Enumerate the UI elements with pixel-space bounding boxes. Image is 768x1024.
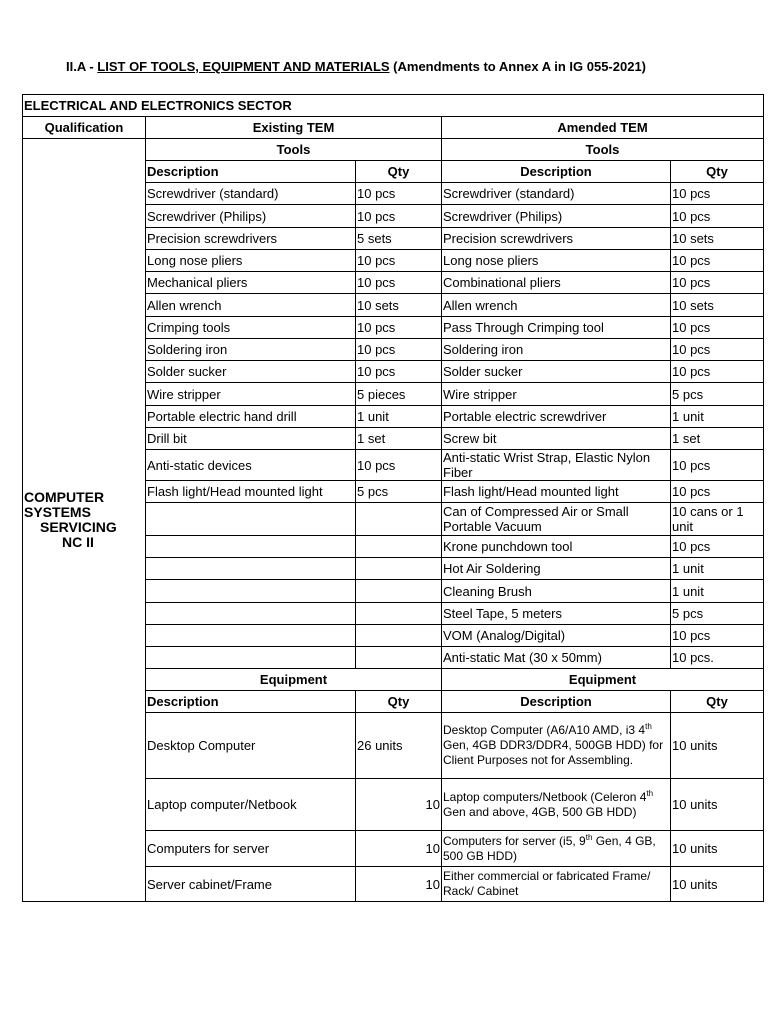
amended-equipment-description	[442, 779, 671, 831]
amended-equipment-description-text: Either commercial or fabricated Frame/ Rack/ Cabinet	[443, 869, 651, 898]
amended-equipment-qty: 10 units	[671, 831, 764, 867]
amended-tool-qty: 5 pcs	[671, 603, 764, 625]
amended-tool-qty: 1 unit	[671, 406, 764, 428]
existing-tool-description: Long nose pliers	[146, 250, 356, 272]
existing-tool-description	[146, 603, 356, 625]
amended-tool-description: Screwdriver (Philips)	[442, 205, 671, 228]
sector-title: ELECTRICAL AND ELECTRONICS SECTOR	[23, 95, 764, 117]
amended-qty-header: Qty	[671, 691, 764, 713]
amended-equipment-description-text: Computers for server (i5, 9	[443, 833, 586, 848]
amended-tool-qty: 1 set	[671, 428, 764, 450]
amended-equipment-description	[442, 713, 671, 779]
existing-equipment-qty: 26 units	[356, 713, 442, 779]
existing-tool-description	[146, 580, 356, 603]
existing-tool-description: Portable electric hand drill	[146, 406, 356, 428]
tools-section-row	[23, 139, 764, 161]
existing-equipment-qty: 10	[356, 831, 442, 867]
amended-tool-qty: 10 pcs	[671, 450, 764, 481]
existing-qty-header: Qty	[356, 161, 442, 183]
existing-tool-qty	[356, 558, 442, 580]
existing-tool-qty: 1 unit	[356, 406, 442, 428]
amended-tool-description: Cleaning Brush	[442, 580, 671, 603]
amended-equipment-qty: 10 units	[671, 867, 764, 902]
existing-tool-description	[146, 647, 356, 669]
existing-tool-qty: 1 set	[356, 428, 442, 450]
existing-tool-qty: 5 pcs	[356, 481, 442, 503]
existing-tem-header: Existing TEM	[146, 117, 442, 139]
amended-tool-description: Long nose pliers	[442, 250, 671, 272]
amended-tool-qty: 10 pcs	[671, 205, 764, 228]
amended-tool-qty: 10 pcs	[671, 272, 764, 294]
amended-tool-description: Allen wrench	[442, 294, 671, 317]
amended-tem-header: Amended TEM	[442, 117, 764, 139]
existing-description-header: Description	[146, 691, 356, 713]
existing-tool-description: Drill bit	[146, 428, 356, 450]
amended-tool-qty: 10 pcs	[671, 481, 764, 503]
amended-tool-qty: 1 unit	[671, 580, 764, 603]
existing-tool-description: Solder sucker	[146, 361, 356, 383]
existing-tool-qty	[356, 536, 442, 558]
existing-tool-qty: 5 pieces	[356, 383, 442, 406]
existing-tool-description: Anti-static devices	[146, 450, 356, 481]
amended-equipment-header: Equipment	[442, 669, 764, 691]
amended-tool-description: Krone punchdown tool	[442, 536, 671, 558]
heading-prefix: II.A -	[66, 59, 98, 74]
amended-tool-qty: 10 pcs	[671, 625, 764, 647]
existing-tool-description: Wire stripper	[146, 383, 356, 406]
existing-equipment-description: Computers for server	[146, 831, 356, 867]
amended-equipment-description-rest: Gen, 4GB DDR3/DDR4, 500GB HDD) for Client Purposes not for Assembling.	[443, 738, 664, 767]
existing-tool-description	[146, 558, 356, 580]
existing-tool-qty: 10 pcs	[356, 250, 442, 272]
existing-tool-qty: 10 pcs	[356, 361, 442, 383]
amended-tool-qty: 10 pcs	[671, 361, 764, 383]
qualification-line-4: NC II	[62, 534, 94, 550]
amended-equipment-description-rest: Gen, 4 GB, 500 GB HDD)	[443, 833, 656, 863]
existing-tools-header: Tools	[146, 139, 442, 161]
existing-tool-qty	[356, 503, 442, 536]
existing-tool-qty: 10 pcs	[356, 339, 442, 361]
amended-tool-qty: 10 pcs.	[671, 647, 764, 669]
amended-tool-description: Wire stripper	[442, 383, 671, 406]
existing-tool-qty	[356, 580, 442, 603]
qualification-line-1: COMPUTER	[24, 489, 105, 505]
amended-tool-qty: 10 cans or 1 unit	[671, 503, 764, 536]
existing-equipment-qty: 10	[356, 867, 442, 902]
ordinal-suffix: th	[585, 832, 593, 842]
amended-description-header: Description	[442, 691, 671, 713]
heading-suffix: (Amendments to Annex A in IG 055-2021)	[389, 59, 647, 74]
existing-tool-description: Screwdriver (standard)	[146, 183, 356, 205]
amended-tool-qty: 10 pcs	[671, 317, 764, 339]
amended-description-header: Description	[442, 161, 671, 183]
existing-tool-description: Mechanical pliers	[146, 272, 356, 294]
existing-tool-qty	[356, 603, 442, 625]
existing-qty-header: Qty	[356, 691, 442, 713]
existing-tool-description	[146, 503, 356, 536]
amended-tool-description: Hot Air Soldering	[442, 558, 671, 580]
existing-tool-description: Allen wrench	[146, 294, 356, 317]
existing-tool-description: Soldering iron	[146, 339, 356, 361]
sector-row	[23, 95, 764, 117]
existing-tool-qty: 10 pcs	[356, 450, 442, 481]
amended-tool-qty: 10 pcs	[671, 536, 764, 558]
existing-tool-qty: 10 pcs	[356, 272, 442, 294]
amended-tool-qty: 10 pcs	[671, 339, 764, 361]
amended-tool-description: Pass Through Crimping tool	[442, 317, 671, 339]
qualification-line-2: SYSTEMS	[24, 504, 91, 520]
tem-table	[22, 94, 764, 902]
amended-tool-description: Steel Tape, 5 meters	[442, 603, 671, 625]
qualification-cell	[23, 139, 146, 902]
existing-tool-qty: 10 pcs	[356, 183, 442, 205]
ordinal-suffix: th	[645, 722, 652, 731]
amended-tool-description: Anti-static Mat (30 x 50mm)	[442, 647, 671, 669]
existing-tool-qty	[356, 625, 442, 647]
amended-tool-description: Solder sucker	[442, 361, 671, 383]
qualification-line-3: SERVICING	[40, 519, 117, 535]
existing-tool-qty: 10 pcs	[356, 205, 442, 228]
document-heading	[66, 59, 646, 74]
amended-equipment-description	[442, 831, 671, 867]
existing-tool-qty	[356, 647, 442, 669]
amended-tool-description: Precision screwdrivers	[442, 228, 671, 250]
amended-tool-description: Can of Compressed Air or Small Portable Vacuum	[442, 503, 671, 536]
existing-tool-qty: 5 sets	[356, 228, 442, 250]
existing-tool-description: Screwdriver (Philips)	[146, 205, 356, 228]
amended-equipment-description-text: Laptop computers/Netbook (Celeron 4	[443, 789, 647, 804]
existing-equipment-description: Laptop computer/Netbook	[146, 779, 356, 831]
amended-tool-qty: 10 pcs	[671, 250, 764, 272]
amended-tool-description: Combinational pliers	[442, 272, 671, 294]
amended-tool-description: VOM (Analog/Digital)	[442, 625, 671, 647]
existing-tool-description	[146, 536, 356, 558]
header-row	[23, 117, 764, 139]
amended-tool-qty: 10 sets	[671, 228, 764, 250]
amended-qty-header: Qty	[671, 161, 764, 183]
existing-tool-description: Flash light/Head mounted light	[146, 481, 356, 503]
existing-equipment-header: Equipment	[146, 669, 442, 691]
existing-tool-description: Crimping tools	[146, 317, 356, 339]
amended-tool-description: Screw bit	[442, 428, 671, 450]
amended-equipment-qty: 10 units	[671, 779, 764, 831]
amended-tools-header: Tools	[442, 139, 764, 161]
heading-title: LIST OF TOOLS, EQUIPMENT AND MATERIALS	[97, 59, 390, 74]
amended-tool-description: Flash light/Head mounted light	[442, 481, 671, 503]
amended-equipment-description-text: Desktop Computer (A6/A10 AMD, i3 4	[443, 723, 646, 737]
ordinal-suffix: th	[646, 788, 654, 798]
existing-description-header: Description	[146, 161, 356, 183]
amended-equipment-description-rest: Gen and above, 4GB, 500 GB HDD)	[443, 804, 637, 819]
amended-equipment-qty: 10 units	[671, 713, 764, 779]
existing-tool-description: Precision screwdrivers	[146, 228, 356, 250]
amended-equipment-description	[442, 867, 671, 902]
existing-tool-qty: 10 pcs	[356, 317, 442, 339]
existing-equipment-description: Desktop Computer	[146, 713, 356, 779]
amended-tool-description: Anti-static Wrist Strap, Elastic Nylon Fiber	[442, 450, 671, 481]
amended-tool-description: Soldering iron	[442, 339, 671, 361]
qualification-header: Qualification	[23, 117, 146, 139]
amended-tool-qty: 1 unit	[671, 558, 764, 580]
existing-tool-qty: 10 sets	[356, 294, 442, 317]
amended-tool-qty: 5 pcs	[671, 383, 764, 406]
existing-equipment-qty: 10	[356, 779, 442, 831]
amended-tool-description: Screwdriver (standard)	[442, 183, 671, 205]
existing-tool-description	[146, 625, 356, 647]
existing-equipment-description: Server cabinet/Frame	[146, 867, 356, 902]
amended-tool-qty: 10 sets	[671, 294, 764, 317]
amended-tool-qty: 10 pcs	[671, 183, 764, 205]
amended-tool-description: Portable electric screwdriver	[442, 406, 671, 428]
